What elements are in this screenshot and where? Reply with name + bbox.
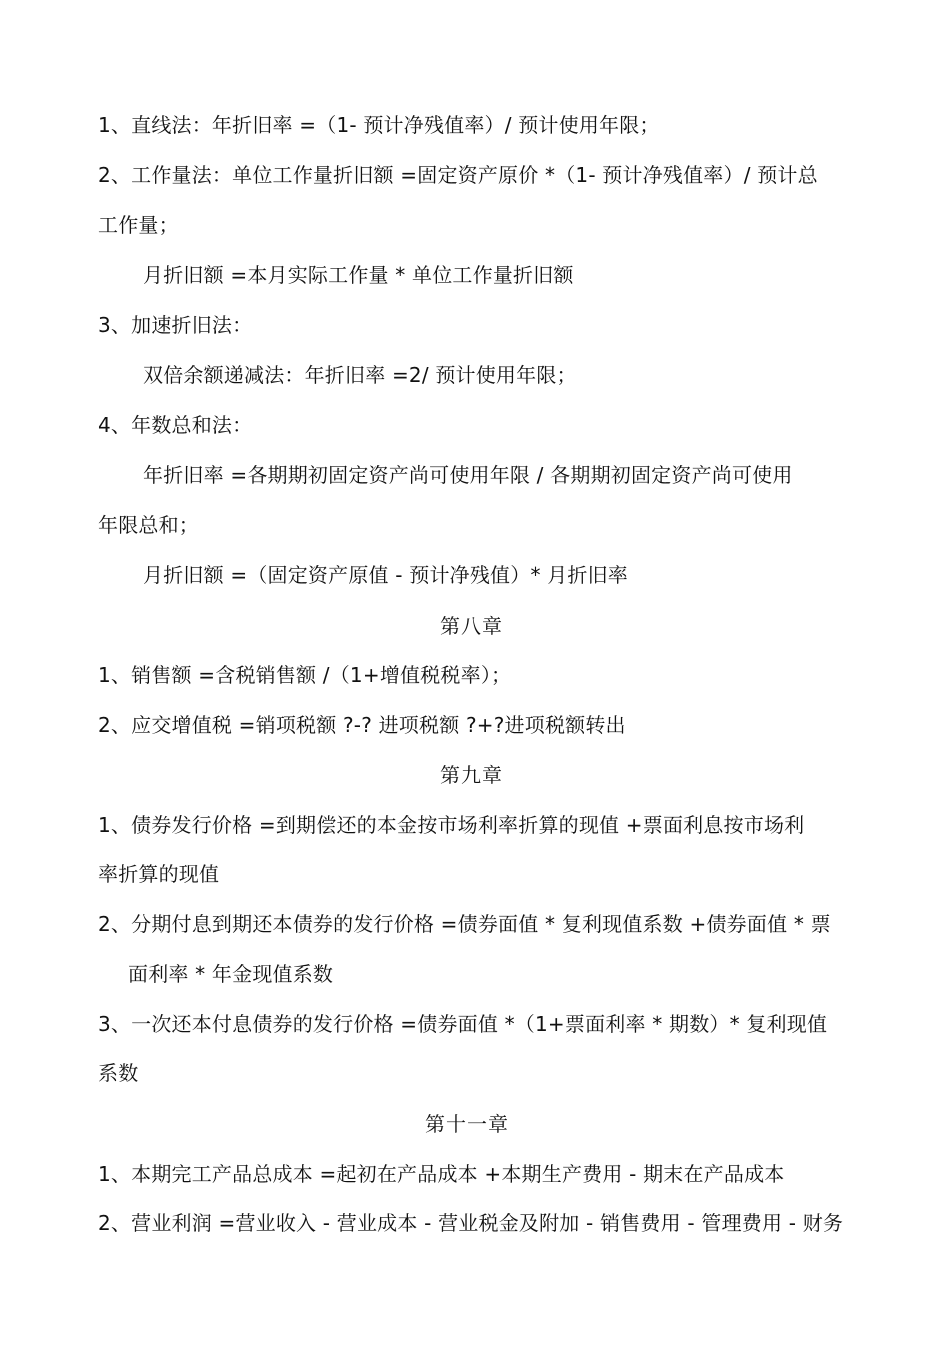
formula-operating-profit: 2、营业利润 =营业收入 - 营业成本 - 营业税金及附加 - 销售费用 - 管理费用 - 财务 (98, 1211, 844, 1235)
formula-units-of-production: 2、工作量法：单位工作量折旧额 =固定资产原价 *（1- 预计净残值率）/ 预计总 (98, 163, 818, 187)
formula-annual-rate-cont: 年限总和； (98, 513, 199, 537)
formula-units-of-production-cont: 工作量； (98, 213, 179, 237)
formula-bond-price-cont: 率折算的现值 (98, 862, 220, 886)
formula-double-declining: 双倍余额递减法：年折旧率 =2/ 预计使用年限； (143, 363, 577, 387)
formula-monthly-depreciation-2: 月折旧额 =（固定资产原值 - 预计净残值）* 月折旧率 (143, 563, 629, 587)
formula-straight-line: 1、直线法：年折旧率 =（1- 预计净残值率）/ 预计使用年限； (98, 113, 660, 137)
formula-sum-of-years: 4、年数总和法： (98, 413, 253, 437)
formula-annual-rate: 年折旧率 =各期期初固定资产尚可使用年限 / 各期期初固定资产尚可使用 (143, 463, 793, 487)
formula-bond-price: 1、债券发行价格 =到期偿还的本金按市场利率折算的现值 +票面利息按市场利 (98, 813, 805, 837)
formula-sales: 1、销售额 =含税销售额 /（1+增值税税率）； (98, 663, 512, 687)
formula-installment-bond-cont: 面利率 * 年金现值系数 (128, 962, 334, 986)
formula-vat-payable: 2、应交增值税 =销项税额 ?-? 进项税额 ?+?进项税额转出 (98, 713, 626, 737)
formula-installment-bond: 2、分期付息到期还本债券的发行价格 =债券面值 * 复利现值系数 +债券面值 * 票 (98, 912, 831, 936)
formula-lump-sum-bond-cont: 系数 (98, 1061, 139, 1085)
formula-lump-sum-bond: 3、一次还本付息债券的发行价格 =债券面值 *（1+票面利率 * 期数）* 复利现值 (98, 1012, 828, 1036)
chapter8-title: 第八章 (440, 614, 503, 638)
chapter11-title: 第十一章 (425, 1112, 509, 1136)
formula-monthly-depreciation: 月折旧额 =本月实际工作量 * 单位工作量折旧额 (143, 263, 574, 287)
chapter9-title: 第九章 (440, 763, 503, 787)
formula-finished-goods-cost: 1、本期完工产品总成本 =起初在产品成本 +本期生产费用 - 期末在产品成本 (98, 1162, 785, 1186)
formula-accelerated: 3、加速折旧法： (98, 313, 253, 337)
